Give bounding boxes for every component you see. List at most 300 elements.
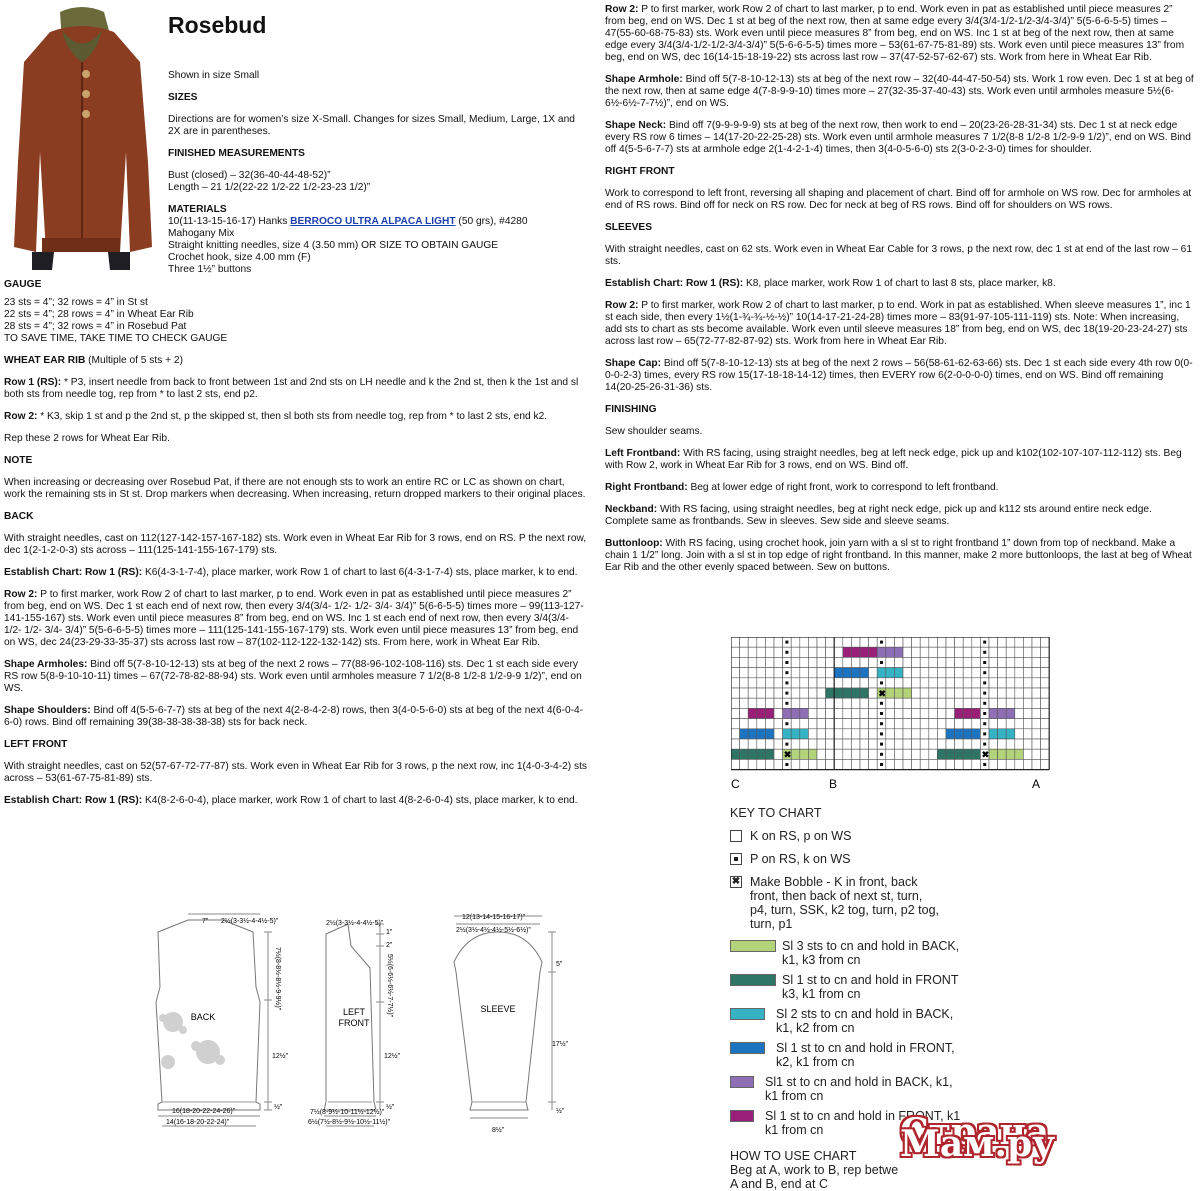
- chart-cell: [869, 759, 878, 769]
- magenta-cable-icon: [730, 1110, 754, 1122]
- purl-dot: [785, 671, 788, 674]
- chart-cell: [826, 698, 835, 708]
- wheat-rep: Rep these 2 rows for Wheat Ear Rib.: [4, 433, 170, 444]
- chart-cell: [946, 729, 955, 739]
- yarn-link[interactable]: BERROCO ULTRA ALPACA LIGHT: [290, 216, 456, 227]
- front-neck: [605, 120, 1195, 156]
- chart-cell: [946, 739, 955, 749]
- chart-cell: [800, 729, 809, 739]
- chart-cell: [748, 668, 757, 678]
- front-side-4: 12½”: [384, 1053, 400, 1060]
- chart-cell: [946, 678, 955, 688]
- chart-cell: [791, 688, 800, 698]
- chart-cell: [1023, 678, 1032, 688]
- back-side-3: ½”: [274, 1104, 283, 1111]
- chart-cell: [886, 678, 895, 688]
- purl-dot: [983, 732, 986, 735]
- legend-s3-2: k1, k2 from cn: [776, 1021, 855, 1035]
- chart-cell: [1015, 759, 1024, 769]
- chart-cell: [851, 668, 860, 678]
- chart-cell: [817, 759, 826, 769]
- chart-grid: [731, 637, 1049, 770]
- wheat-row1: [4, 377, 588, 401]
- chart-cell: [972, 668, 981, 678]
- chart-cell: [800, 668, 809, 678]
- chart-cell: [1032, 749, 1041, 759]
- chart-cell: [929, 739, 938, 749]
- chart-cell: [817, 739, 826, 749]
- chart-cell: [1015, 739, 1024, 749]
- chart-cell: [894, 719, 903, 729]
- legend-s4-2: k2, k1 from cn: [776, 1055, 855, 1069]
- chart-cell: [903, 749, 912, 759]
- back-bottom-2: 14(16-18-20-22-24)”: [166, 1119, 230, 1126]
- chart-cell: [765, 759, 774, 769]
- chart-cell: [963, 647, 972, 657]
- sleeves-row2-label: Row 2:: [605, 300, 639, 311]
- chart-cell: [912, 657, 921, 667]
- back-row2-text: P to first marker, work Row 2 of chart to last marker, p to end. Work even in pat as established until piece measures 2” from beg, end on WS. Dec 1 st each end of next row, then every 3/4(3/4- 1/2- 1/2- 3/4- 3/4)” 5(6-6-5-5) times more – 99(113-127-141-155-167) sts. Work even until piece measures 8” from beg, end on WS. Inc 1 st each end of next row, then every 3/4(3/4- 1/2- 1/2- 3/4- 3/4)” 5(5-6-6-5-5) times more – 111(125-141-155-167-179) sts. Work even until piece measures 13” from beg, end on WS, dec 24(23-29-33-35-37) sts across last row – 87(102-112-122-132-142) sts. From here, work in Wheat Ear Rib.: [4, 589, 584, 648]
- chart-cell: [903, 708, 912, 718]
- chart-cell: [800, 637, 809, 647]
- chart-cell: [1006, 647, 1015, 657]
- chart-cell: [998, 657, 1007, 667]
- chart-cell: [774, 708, 783, 718]
- chart-cell: [1006, 708, 1015, 718]
- chart-cell: [929, 749, 938, 759]
- chart-cell: [989, 647, 998, 657]
- chart-cell: [912, 739, 921, 749]
- chart-cell: [929, 688, 938, 698]
- chart-cell: [946, 719, 955, 729]
- chart-cell: [1032, 647, 1041, 657]
- chart-cell: [834, 739, 843, 749]
- chart-cell: [765, 678, 774, 688]
- gauge-heading: GAUGE: [4, 279, 42, 290]
- finished-heading: FINISHED MEASUREMENTS: [168, 148, 305, 159]
- left-frontband: [605, 448, 1195, 472]
- legend-s6-1: Sl 1 st to cn and hold in FRONT, k1: [765, 1109, 961, 1123]
- chart-cell: [834, 668, 843, 678]
- chart-cell: [740, 698, 749, 708]
- chart-cell: [757, 708, 766, 718]
- chart-cell: [1041, 729, 1050, 739]
- chart-cell: [748, 708, 757, 718]
- chart-cell: [765, 668, 774, 678]
- chart-cell: [1023, 739, 1032, 749]
- chart-cell: [1006, 749, 1015, 759]
- wheat-heading-line: [4, 355, 588, 367]
- how-line-2: A and B, end at C: [730, 1177, 828, 1191]
- chart-cell: [929, 678, 938, 688]
- bobble-x-icon: ✖: [731, 876, 741, 887]
- chart-cell: [937, 637, 946, 647]
- wheat-row2: [4, 411, 588, 423]
- chart-cell: [998, 739, 1007, 749]
- gauge-line-2: 22 sts = 4”; 28 rows = 4” in Wheat Ear Rib: [4, 309, 194, 320]
- back-establish-text: K6(4-3-1-7-4), place marker, work Row 1 of chart to last 6(4-3-1-7-4) sts, place marker, k to end.: [144, 567, 578, 578]
- chart-cell: [912, 647, 921, 657]
- chart-cell: [989, 759, 998, 769]
- note-text: When increasing or decreasing over Rosebud Pat, if there are not enough sts to work an entire RC or LC as shown on chart, work the remaining sts in St st. Drop markers when decreasing. When increasing, return dropped markers to their original places.: [4, 477, 586, 500]
- chart-cell: [834, 719, 843, 729]
- chart-cell: [912, 719, 921, 729]
- chart-cell: [748, 637, 757, 647]
- chart-cell: [808, 647, 817, 657]
- chart-cell: [800, 657, 809, 667]
- chart-cell: [1041, 668, 1050, 678]
- chart-cell: [869, 708, 878, 718]
- chart-cell: [920, 749, 929, 759]
- gauge-line-1: 23 sts = 4”; 32 rows = 4” in St st: [4, 297, 148, 308]
- left-front-establish: [4, 795, 588, 807]
- chart-cell: [1015, 749, 1024, 759]
- sizes-heading: SIZES: [168, 92, 198, 103]
- chart-cell: [946, 749, 955, 759]
- legend-s1-2: k1, k3 from cn: [782, 953, 861, 967]
- chart-cell: [929, 729, 938, 739]
- wheat-row1-text: * P3, insert needle from back to front between 1st and 2nd sts on LH needle and k the 2nd st, then k the 1st and sl both sts from needle tog, rep from * to last 2 sts, end p2.: [4, 377, 579, 400]
- purl-dot: [785, 692, 788, 695]
- chart-cell: [1041, 647, 1050, 657]
- chart-cell: [860, 637, 869, 647]
- chart-cell: [757, 647, 766, 657]
- chart-cell: [998, 719, 1007, 729]
- chart-cell: [912, 698, 921, 708]
- chart-cell: [1006, 729, 1015, 739]
- purl-dot: [880, 641, 883, 644]
- chart-cell: [748, 647, 757, 657]
- chart-cell: [731, 759, 740, 769]
- back-side-2: 12½”: [272, 1053, 288, 1060]
- chart-cell: [955, 759, 964, 769]
- chart-cell: [869, 749, 878, 759]
- left-column: [4, 279, 588, 817]
- chart-cell: [937, 678, 946, 688]
- sleeve-side-2: 17½”: [552, 1041, 568, 1048]
- chart-cell: [1015, 688, 1024, 698]
- chart-cell: [869, 739, 878, 749]
- blue-cable-icon: [730, 1042, 765, 1054]
- legend-bobble-3: p4, turn, SSK, k2 tog, turn, p2 tog,: [750, 903, 940, 917]
- chart-cell: [740, 749, 749, 759]
- chart-cell: [800, 749, 809, 759]
- chart-cell: [834, 759, 843, 769]
- chart-cell: [963, 749, 972, 759]
- chart-cell: [791, 678, 800, 688]
- chart-cell: [937, 698, 946, 708]
- right-frontband-label: Right Frontband:: [605, 482, 688, 493]
- sleeve-bottom: 8½”: [492, 1127, 505, 1134]
- chart-cell: [937, 739, 946, 749]
- chart-cell: [869, 729, 878, 739]
- chart-cell: [937, 708, 946, 718]
- sleeves-cap: [605, 358, 1195, 394]
- chart-cell: [783, 708, 792, 718]
- left-front-heading: LEFT FRONT: [4, 739, 68, 750]
- chart-cell: [1023, 647, 1032, 657]
- chart-cell: [860, 729, 869, 739]
- chart-cell: [826, 739, 835, 749]
- chart-cell: [826, 688, 835, 698]
- legend-s3: [730, 1007, 990, 1035]
- chart-cell: [851, 729, 860, 739]
- chart-cell: [843, 637, 852, 647]
- chart-label-c: C: [731, 777, 740, 791]
- left-frontband-text: With RS facing, using straight needles, beg at left neck edge, pick up and k102(102-107-107-112-112) sts. Beg with Row 2, work in Wheat Ear Rib for 3 rows, end on WS. Bind off.: [605, 448, 1182, 471]
- chart-cell: [1006, 657, 1015, 667]
- chart-cell: [946, 657, 955, 667]
- chart-cell: [894, 729, 903, 739]
- purl-dot: [983, 671, 986, 674]
- chart-cell: [860, 708, 869, 718]
- k-square-icon: [730, 830, 742, 842]
- chart-cell: [817, 657, 826, 667]
- chart-cell: [740, 708, 749, 718]
- chart-cell: [731, 657, 740, 667]
- back-side-1: 7½(8-8½-8½-9-9½)”: [274, 947, 281, 1011]
- chart-cell: [998, 637, 1007, 647]
- chart-cell: [800, 719, 809, 729]
- purl-dot: [983, 763, 986, 766]
- chart-cell: [1015, 729, 1024, 739]
- chart-cell: [817, 668, 826, 678]
- header-block: [168, 12, 588, 38]
- chart-cell: [765, 698, 774, 708]
- chart-cell: [998, 668, 1007, 678]
- purl-dot: [983, 681, 986, 684]
- chart-cell: [740, 647, 749, 657]
- chart-cell: [1032, 678, 1041, 688]
- chart-cell: [1032, 719, 1041, 729]
- sleeve-label: SLEEVE: [480, 1004, 516, 1014]
- chart-cell: [998, 759, 1007, 769]
- bust-text: Bust (closed) – 32(36-40-44-48-52)”: [168, 170, 331, 181]
- chart-cell: [929, 668, 938, 678]
- chart-cell: [765, 729, 774, 739]
- chart-cell: [903, 668, 912, 678]
- chart-cell: [808, 749, 817, 759]
- legend-s1: [730, 939, 990, 967]
- chart-cell: [929, 698, 938, 708]
- chart-cell: [886, 708, 895, 718]
- chart-cell: [1015, 668, 1024, 678]
- chart-cell: [1023, 729, 1032, 739]
- chart-cell: [1032, 729, 1041, 739]
- chart-cell: [765, 739, 774, 749]
- chart-cell: [972, 739, 981, 749]
- materials-heading: MATERIALS: [168, 204, 227, 215]
- left-front-establish-label: Establish Chart: Row 1 (RS):: [4, 795, 143, 806]
- chart-cell: [860, 668, 869, 678]
- chart-cell: [834, 729, 843, 739]
- chart-cell: [740, 637, 749, 647]
- chart-cell: [894, 708, 903, 718]
- chart-cell: [731, 719, 740, 729]
- chart-cell: [757, 729, 766, 739]
- chart-cell: [748, 678, 757, 688]
- chart-cell: [937, 719, 946, 729]
- chart-cell: [894, 749, 903, 759]
- chart-cell: [808, 708, 817, 718]
- front-side-1: 1”: [386, 929, 393, 936]
- chart-cell: [1015, 647, 1024, 657]
- lavender-cable-icon: [730, 1076, 754, 1088]
- chart-cell: [886, 637, 895, 647]
- chart-cell: [1023, 698, 1032, 708]
- chart-cell: [1041, 749, 1050, 759]
- chart-cell: [972, 678, 981, 688]
- chart-cell: [903, 729, 912, 739]
- chart-cell: [946, 637, 955, 647]
- back-top-1: 7”: [202, 918, 209, 925]
- chart-cell: [963, 698, 972, 708]
- legend-k: [730, 829, 990, 843]
- chart-cell: [740, 668, 749, 678]
- wheat-mult: (Multiple of 5 sts + 2): [88, 355, 183, 366]
- chart-cell: [843, 749, 852, 759]
- page-title: Rosebud: [168, 12, 267, 38]
- chart-cell: [963, 678, 972, 688]
- chart-cell: [886, 698, 895, 708]
- chart-cell: [791, 719, 800, 729]
- chart-cell: [757, 668, 766, 678]
- chart-cell: [869, 678, 878, 688]
- purl-dot: [880, 661, 883, 664]
- chart-cell: [937, 729, 946, 739]
- chart-cell: [869, 719, 878, 729]
- chart-cell: [886, 729, 895, 739]
- chart-cell: [998, 698, 1007, 708]
- chart-cell: [851, 739, 860, 749]
- chart-cell: [903, 719, 912, 729]
- teal-cable-icon: [730, 974, 776, 986]
- chart-cell: [826, 759, 835, 769]
- chart-cell: [869, 698, 878, 708]
- chart-cell: [808, 688, 817, 698]
- chart-cell: [757, 637, 766, 647]
- back-armholes-text: Bind off 5(7-8-10-12-13) sts at beg of the next 2 rows – 77(88-96-102-108-116) sts. Dec 1 st each side every RS row 5(8-9-10-10-11) times – 67(72-78-82-88-94) sts. Work even until armholes measure 7 1/2(8-8 1/2-8 1/2-9-9 1/2)”, end on WS.: [4, 659, 582, 694]
- chart-cell: [808, 678, 817, 688]
- chart-cell: [920, 688, 929, 698]
- purl-dot: [983, 743, 986, 746]
- purl-dot: [880, 722, 883, 725]
- chart-cell: [869, 647, 878, 657]
- purl-dot: [880, 763, 883, 766]
- wheat-row1-label: Row 1 (RS):: [4, 377, 62, 388]
- chart-cell: [989, 729, 998, 739]
- chart-cell: [894, 759, 903, 769]
- chart-cell: [972, 637, 981, 647]
- legend-k-text: K on RS, p on WS: [750, 829, 852, 843]
- chart-cell: [834, 637, 843, 647]
- chart-cell: [757, 678, 766, 688]
- chart-cell: [851, 637, 860, 647]
- chart-cell: [937, 647, 946, 657]
- chart-cell: [955, 708, 964, 718]
- chart-cell: [817, 678, 826, 688]
- front-armhole-text: Bind off 5(7-8-10-12-13) sts at beg of the next row – 32(40-44-47-50-54) sts. Work 1 row even. Dec 1 st at beg of the next row, then at same edge 4(7-8-9-9-10) times more – 27(32-35-37-40-43) sts. Work even until armholes measure 5½(6-6½-6½-7-7½)”, end on WS.: [605, 74, 1194, 109]
- chart-cell: [929, 657, 938, 667]
- chart-cell: [860, 759, 869, 769]
- sleeves-heading: SLEEVES: [605, 222, 652, 233]
- purl-dot: [880, 732, 883, 735]
- chart-cell: [748, 749, 757, 759]
- chart-cell: [748, 739, 757, 749]
- left-frontband-label: Left Frontband:: [605, 448, 681, 459]
- chart-cell: [851, 698, 860, 708]
- chart-cell: [886, 668, 895, 678]
- chart-cell: [774, 647, 783, 657]
- chart-cell: [843, 688, 852, 698]
- gauge-line-4: TO SAVE TIME, TAKE TIME TO CHECK GAUGE: [4, 333, 228, 344]
- chart-cell: [1015, 698, 1024, 708]
- note-heading: NOTE: [4, 455, 33, 466]
- chart-cell: [998, 749, 1007, 759]
- chart-cell: [912, 688, 921, 698]
- sleeves-establish-label: Establish Chart: Row 1 (RS):: [605, 278, 744, 289]
- hook-text: Crochet hook, size 4.00 mm (F): [168, 252, 311, 263]
- chart-cell: [955, 637, 964, 647]
- bobble-mark: ✖: [878, 688, 886, 699]
- chart-cell: [748, 657, 757, 667]
- chart-cell: [946, 759, 955, 769]
- chart-cell: [912, 749, 921, 759]
- chart-cell: [843, 698, 852, 708]
- legend-s2-2: k3, k1 from cn: [782, 987, 861, 1001]
- chart-cell: [791, 749, 800, 759]
- chart-cell: [869, 637, 878, 647]
- chart-cell: [972, 759, 981, 769]
- chart-cell: [851, 647, 860, 657]
- neckband-label: Neckband:: [605, 504, 658, 515]
- chart-cell: [851, 749, 860, 759]
- legend-s5-1: Sl1 st to cn and hold in BACK, k1,: [765, 1075, 953, 1089]
- chart-cell: [912, 668, 921, 678]
- chart-cell: [748, 719, 757, 729]
- back-shoulders: [4, 705, 588, 729]
- chart-cell: [757, 688, 766, 698]
- cyan-cable-icon: [730, 1008, 765, 1020]
- chart-cell: [920, 657, 929, 667]
- chart-cell: [894, 657, 903, 667]
- chart-label-b: B: [829, 777, 838, 791]
- front-neck-text: Bind off 7(9-9-9-9-9) sts at beg of the next row, then work to end – 20(23-26-28-31-34) sts. Dec 1 st at neck edge every RS row 6 times – 14(17-20-22-25-28) sts. Work even until armhole measures 7 1/2(8-8 1/2-8 1/2-9-9 1/2)”, end on WS. Bind off 4(5-5-6-7-7) sts at armhole edge 2(1-4-2-1-4) times, then 3(4-0-5-6-0) sts 2(3-0-2-3-0) times for shoulder.: [605, 120, 1191, 155]
- chart-cell: [886, 749, 895, 759]
- back-bottom-1: 16(18-20-22-24-26)”: [172, 1108, 236, 1115]
- chart-cell: [912, 637, 921, 647]
- chart-cell: [920, 708, 929, 718]
- chart-cell: [1041, 678, 1050, 688]
- chart-cell: [877, 668, 886, 678]
- purl-dot: [880, 712, 883, 715]
- legend-s3-1: Sl 2 sts to cn and hold in BACK,: [776, 1007, 954, 1021]
- chart-cell: [972, 647, 981, 657]
- chart-cell: [1006, 719, 1015, 729]
- purl-dot: [785, 641, 788, 644]
- chart-cell: [1023, 637, 1032, 647]
- chart-cell: [1041, 637, 1050, 647]
- chart-cell: [920, 668, 929, 678]
- chart-cell: [1023, 749, 1032, 759]
- chart-cell: [894, 739, 903, 749]
- chart-cell: [808, 668, 817, 678]
- wheat-heading: WHEAT EAR RIB: [4, 355, 86, 366]
- chart-cell: [851, 688, 860, 698]
- chart-cell: [834, 647, 843, 657]
- chart-cell: [843, 739, 852, 749]
- chart-cell: [800, 698, 809, 708]
